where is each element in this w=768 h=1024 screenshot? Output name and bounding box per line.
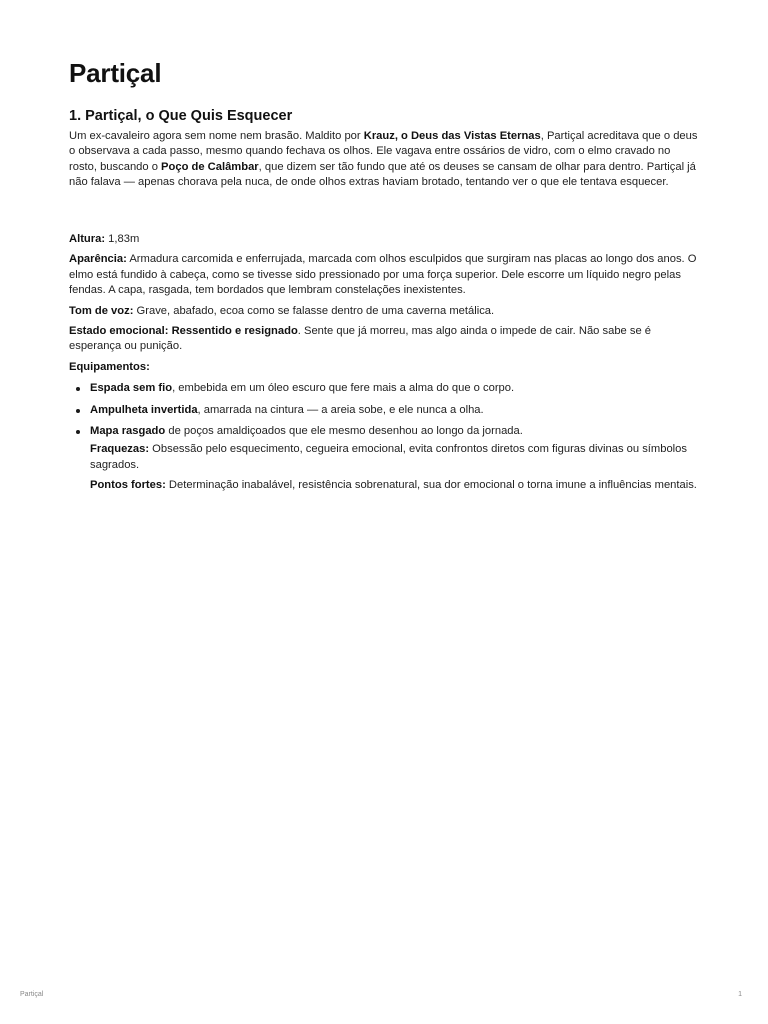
attr-altura (69, 232, 701, 247)
attr-estado-emocional (69, 324, 701, 355)
attr-aparencia-value: Armadura carcomida e enferrujada, marcada com olhos esculpidos que surgiram nas placas ao longo dos anos. O elmo está fundido à cabeça, como se tivesse sido pressionado por uma força superior. Dele escorre um líquido negro pelas fendas. A capa, rasgada, tem bordados que lembram constelações inexistentes. (69, 253, 697, 297)
attr-fraquezas-label: Fraquezas: (90, 443, 150, 456)
intro-text-2: , Partiçal acreditava que o deus o observava a cada passo, mesmo quando fechava os olhos. Ele vagava entre ossários de vidro, com o elmo cravado no rosto, buscando o (69, 130, 698, 173)
equipment-desc: , amarrada na cintura — a areia sobe, e ele nunca a olha. (197, 403, 484, 416)
attr-tom-de-voz (69, 304, 701, 319)
list-item (69, 403, 701, 418)
attr-aparencia-label: Aparência: (69, 253, 127, 266)
attr-fraquezas (69, 442, 701, 473)
equipment-desc: , embebida em um óleo escuro que fere mais a alma do que o corpo. (172, 382, 515, 395)
attr-equipamentos-label: Equipamentos: (69, 360, 150, 373)
intro-paragraph (69, 129, 701, 191)
attr-estado-label: Estado emocional: (69, 325, 169, 338)
list-item (69, 381, 701, 396)
intro-bold-well: Poço de Calâmbar (161, 160, 259, 173)
attr-aparencia (69, 252, 701, 298)
footer-page-number: 1 (738, 991, 742, 998)
equipment-list (69, 381, 701, 439)
attr-estado-value: . Sente que já morreu, mas algo ainda o impede de cair. Não sabe se é esperança ou punição. (69, 325, 652, 353)
equipment-desc: de poços amaldiçoados que ele mesmo desenhou ao longo da jornada. (165, 425, 523, 438)
footer-document-name: Partiçal (20, 991, 44, 998)
list-item (69, 424, 701, 439)
intro-bold-god: Krauz, o Deus das Vistas Eternas (363, 130, 541, 142)
attr-fraquezas-value: Obsessão pelo esquecimento, cegueira emocional, evita confrontos diretos com figuras divinas ou símbolos sagrados. (90, 443, 687, 471)
attr-altura-value: 1,83m (105, 233, 140, 245)
intro-text-3: , que dizem ser tão fundo que até os deuses se cansam de olhar para dentro. Partiçal já não falava — apenas chorava pela nuca, de onde olhos extras haviam brotado, tentando ver o que ele tentava esquecer. (69, 160, 696, 189)
attr-tom-value: Grave, abafado, ecoa como se falasse dentro de uma caverna metálica. (133, 304, 495, 317)
attr-pontos-label: Pontos fortes: (90, 479, 166, 492)
equipment-name: Ampulheta invertida (90, 403, 198, 416)
page-title: Partiçal (69, 58, 162, 88)
attr-estado-bold-value: Ressentido e resignado (168, 325, 298, 338)
attr-equipamentos (69, 360, 701, 375)
equipment-name: Espada sem fio (90, 382, 173, 395)
attributes-block (69, 232, 701, 499)
attr-altura-label: Altura: (69, 233, 106, 245)
attr-tom-label: Tom de voz: (69, 304, 134, 317)
section-heading: 1. Partiçal, o Que Quis Esquecer (69, 108, 293, 124)
equipment-name: Mapa rasgado (90, 425, 166, 438)
attr-pontos-fortes (69, 478, 701, 493)
attr-pontos-value: Determinação inabalável, resistência sobrenatural, sua dor emocional o torna imune a influências mentais. (165, 479, 697, 492)
intro-text-1: Um ex-cavaleiro agora sem nome nem brasão. Maldito por (69, 130, 364, 142)
